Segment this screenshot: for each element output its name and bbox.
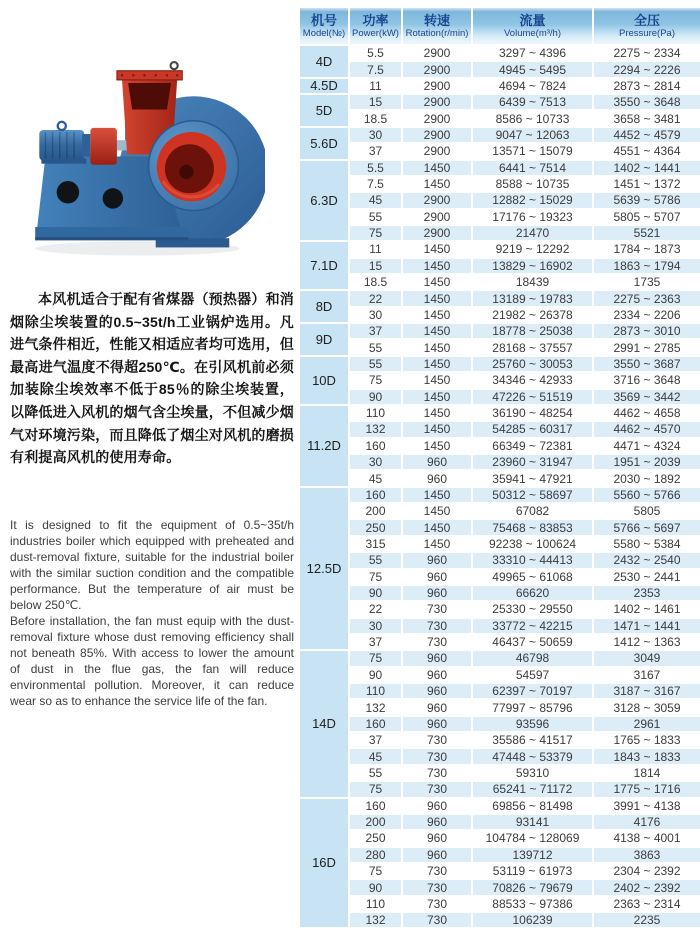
power-cell: 7.5 bbox=[350, 62, 401, 76]
power-cell: 132 bbox=[350, 422, 401, 436]
rotation-cell: 1450 bbox=[403, 422, 471, 436]
power-cell: 5.5 bbox=[350, 161, 401, 175]
power-cell: 37 bbox=[350, 324, 401, 338]
pressure-cell: 3167 bbox=[594, 668, 700, 682]
volume-cell: 35941 ~ 47921 bbox=[473, 471, 592, 485]
power-cell: 37 bbox=[350, 733, 401, 747]
volume-cell: 59310 bbox=[473, 766, 592, 780]
rotation-cell: 2900 bbox=[403, 226, 471, 240]
volume-cell: 13829 ~ 16902 bbox=[473, 259, 592, 273]
rotation-cell: 730 bbox=[403, 897, 471, 911]
pressure-cell: 1471 ~ 1441 bbox=[594, 619, 700, 633]
description-english-paragraph-1: It is designed to fit the equipment of 0.5~35t/h industries boiler which equipped with preheated and dust-removal fixture, suitable for the industrial boiler with the similar suction condition and the compatible performance. But the temperature of air must be below 250℃. bbox=[10, 518, 294, 612]
pressure-cell: 2873 ~ 2814 bbox=[594, 79, 700, 93]
volume-cell: 54597 bbox=[473, 668, 592, 682]
pressure-cell: 1814 bbox=[594, 766, 700, 780]
pressure-cell: 5805 ~ 5707 bbox=[594, 210, 700, 224]
power-cell: 132 bbox=[350, 700, 401, 714]
volume-cell: 139712 bbox=[473, 848, 592, 862]
rotation-cell: 730 bbox=[403, 733, 471, 747]
pressure-cell: 1863 ~ 1794 bbox=[594, 259, 700, 273]
model-cell: 6.3D bbox=[300, 161, 348, 241]
pressure-cell: 1402 ~ 1441 bbox=[594, 161, 700, 175]
pressure-cell: 1951 ~ 2039 bbox=[594, 455, 700, 469]
volume-cell: 66349 ~ 72381 bbox=[473, 439, 592, 453]
power-cell: 55 bbox=[350, 357, 401, 371]
rotation-cell: 1450 bbox=[403, 373, 471, 387]
power-cell: 37 bbox=[350, 144, 401, 158]
power-cell: 110 bbox=[350, 897, 401, 911]
pressure-cell: 1784 ~ 1873 bbox=[594, 242, 700, 256]
pressure-cell: 1843 ~ 1833 bbox=[594, 749, 700, 763]
power-cell: 160 bbox=[350, 717, 401, 731]
rotation-cell: 960 bbox=[403, 651, 471, 665]
rotation-cell: 960 bbox=[403, 586, 471, 600]
volume-cell: 93141 bbox=[473, 815, 592, 829]
pressure-cell: 3187 ~ 3167 bbox=[594, 684, 700, 698]
model-cell: 11.2D bbox=[300, 406, 348, 486]
rotation-cell: 1450 bbox=[403, 504, 471, 518]
model-cell: 4.5D bbox=[300, 79, 348, 93]
power-cell: 200 bbox=[350, 504, 401, 518]
rotation-cell: 1450 bbox=[403, 406, 471, 420]
rotation-cell: 2900 bbox=[403, 46, 471, 60]
power-cell: 18.5 bbox=[350, 111, 401, 125]
pressure-cell: 2275 ~ 2334 bbox=[594, 46, 700, 60]
header-label-cn: 功率 bbox=[362, 13, 389, 28]
pressure-cell: 1402 ~ 1461 bbox=[594, 602, 700, 616]
power-cell: 110 bbox=[350, 406, 401, 420]
volume-cell: 13189 ~ 19783 bbox=[473, 291, 592, 305]
rotation-cell: 960 bbox=[403, 848, 471, 862]
pressure-cell: 2991 ~ 2785 bbox=[594, 340, 700, 354]
volume-cell: 46798 bbox=[473, 651, 592, 665]
model-cell: 4D bbox=[300, 46, 348, 77]
volume-cell: 65241 ~ 71172 bbox=[473, 782, 592, 796]
power-cell: 30 bbox=[350, 308, 401, 322]
volume-cell: 77997 ~ 85796 bbox=[473, 700, 592, 714]
volume-cell: 21470 bbox=[473, 226, 592, 240]
power-cell: 55 bbox=[350, 340, 401, 354]
rotation-cell: 2900 bbox=[403, 128, 471, 142]
volume-cell: 70826 ~ 79679 bbox=[473, 880, 592, 894]
volume-cell: 53119 ~ 61973 bbox=[473, 864, 592, 878]
power-cell: 5.5 bbox=[350, 46, 401, 60]
power-cell: 250 bbox=[350, 520, 401, 534]
power-cell: 55 bbox=[350, 766, 401, 780]
header-label-en: Rotation(r/min) bbox=[405, 28, 469, 39]
rotation-cell: 730 bbox=[403, 880, 471, 894]
power-cell: 22 bbox=[350, 602, 401, 616]
pressure-cell: 5521 bbox=[594, 226, 700, 240]
volume-cell: 33310 ~ 44413 bbox=[473, 553, 592, 567]
pressure-cell: 1451 ~ 1372 bbox=[594, 177, 700, 191]
pressure-cell: 1775 ~ 1716 bbox=[594, 782, 700, 796]
model-cell: 9D bbox=[300, 324, 348, 355]
pressure-cell: 4452 ~ 4579 bbox=[594, 128, 700, 142]
pressure-cell: 2294 ~ 2226 bbox=[594, 62, 700, 76]
rotation-cell: 1450 bbox=[403, 259, 471, 273]
volume-cell: 104784 ~ 128069 bbox=[473, 831, 592, 845]
power-cell: 90 bbox=[350, 586, 401, 600]
pressure-cell: 2275 ~ 2363 bbox=[594, 291, 700, 305]
pressure-cell: 1765 ~ 1833 bbox=[594, 733, 700, 747]
power-cell: 75 bbox=[350, 226, 401, 240]
rotation-cell: 730 bbox=[403, 749, 471, 763]
pressure-cell: 2304 ~ 2392 bbox=[594, 864, 700, 878]
rotation-cell: 2900 bbox=[403, 95, 471, 109]
volume-cell: 12882 ~ 15029 bbox=[473, 193, 592, 207]
model-cell: 5D bbox=[300, 95, 348, 126]
volume-cell: 92238 ~ 100624 bbox=[473, 537, 592, 551]
power-cell: 90 bbox=[350, 880, 401, 894]
rotation-cell: 2900 bbox=[403, 111, 471, 125]
model-cell: 7.1D bbox=[300, 242, 348, 289]
table-header bbox=[300, 8, 700, 44]
rotation-cell: 1450 bbox=[403, 161, 471, 175]
power-cell: 15 bbox=[350, 259, 401, 273]
rotation-cell: 1450 bbox=[403, 520, 471, 534]
pressure-cell: 2334 ~ 2206 bbox=[594, 308, 700, 322]
rotation-cell: 960 bbox=[403, 455, 471, 469]
rotation-cell: 1450 bbox=[403, 340, 471, 354]
centrifugal-fan-illustration bbox=[25, 48, 265, 263]
model-cell: 12.5D bbox=[300, 488, 348, 650]
volume-cell: 62397 ~ 70197 bbox=[473, 684, 592, 698]
rotation-cell: 1450 bbox=[403, 537, 471, 551]
pressure-cell: 3128 ~ 3059 bbox=[594, 700, 700, 714]
power-cell: 315 bbox=[350, 537, 401, 551]
volume-cell: 36190 ~ 48254 bbox=[473, 406, 592, 420]
power-cell: 250 bbox=[350, 831, 401, 845]
pressure-cell: 4138 ~ 4001 bbox=[594, 831, 700, 845]
header-label-cn: 机号 bbox=[310, 13, 337, 28]
volume-cell: 75468 ~ 83853 bbox=[473, 520, 592, 534]
pressure-cell: 3991 ~ 4138 bbox=[594, 799, 700, 813]
power-cell: 22 bbox=[350, 291, 401, 305]
rotation-cell: 1450 bbox=[403, 308, 471, 322]
model-cell: 8D bbox=[300, 291, 348, 322]
header-label-en: Power(kW) bbox=[352, 28, 399, 39]
power-cell: 75 bbox=[350, 651, 401, 665]
model-cell: 14D bbox=[300, 651, 348, 796]
rotation-cell: 960 bbox=[403, 799, 471, 813]
volume-cell: 34346 ~ 42933 bbox=[473, 373, 592, 387]
header-label-en: Pressure(Pa) bbox=[619, 28, 675, 39]
volume-cell: 28168 ~ 37557 bbox=[473, 340, 592, 354]
power-cell: 90 bbox=[350, 390, 401, 404]
volume-cell: 67082 bbox=[473, 504, 592, 518]
header-cell-4 bbox=[594, 8, 700, 44]
power-cell: 30 bbox=[350, 619, 401, 633]
power-cell: 45 bbox=[350, 193, 401, 207]
pressure-cell: 2961 bbox=[594, 717, 700, 731]
power-cell: 11 bbox=[350, 79, 401, 93]
power-cell: 280 bbox=[350, 848, 401, 862]
pressure-cell: 4471 ~ 4324 bbox=[594, 439, 700, 453]
pressure-cell: 4176 bbox=[594, 815, 700, 829]
pressure-cell: 4462 ~ 4570 bbox=[594, 422, 700, 436]
model-cell: 16D bbox=[300, 799, 348, 928]
power-cell: 200 bbox=[350, 815, 401, 829]
volume-cell: 93596 bbox=[473, 717, 592, 731]
power-cell: 110 bbox=[350, 684, 401, 698]
volume-cell: 9047 ~ 12063 bbox=[473, 128, 592, 142]
volume-cell: 17176 ~ 19323 bbox=[473, 210, 592, 224]
rotation-cell: 960 bbox=[403, 831, 471, 845]
rotation-cell: 960 bbox=[403, 717, 471, 731]
rotation-cell: 960 bbox=[403, 684, 471, 698]
volume-cell: 3297 ~ 4396 bbox=[473, 46, 592, 60]
volume-cell: 23960 ~ 31947 bbox=[473, 455, 592, 469]
rotation-cell: 1450 bbox=[403, 390, 471, 404]
volume-cell: 50312 ~ 58697 bbox=[473, 488, 592, 502]
volume-cell: 18439 bbox=[473, 275, 592, 289]
rotation-cell: 1450 bbox=[403, 275, 471, 289]
rotation-cell: 730 bbox=[403, 635, 471, 649]
header-cell-3 bbox=[473, 8, 592, 44]
pressure-cell: 3550 ~ 3648 bbox=[594, 95, 700, 109]
rotation-cell: 730 bbox=[403, 782, 471, 796]
pressure-cell: 5560 ~ 5766 bbox=[594, 488, 700, 502]
power-cell: 11 bbox=[350, 242, 401, 256]
volume-cell: 66620 bbox=[473, 586, 592, 600]
rotation-cell: 1450 bbox=[403, 291, 471, 305]
volume-cell: 6441 ~ 7514 bbox=[473, 161, 592, 175]
rotation-cell: 960 bbox=[403, 668, 471, 682]
pressure-cell: 1735 bbox=[594, 275, 700, 289]
pressure-cell: 3863 bbox=[594, 848, 700, 862]
volume-cell: 47448 ~ 53379 bbox=[473, 749, 592, 763]
power-cell: 90 bbox=[350, 668, 401, 682]
header-label-en: Volume(m³/h) bbox=[503, 28, 561, 39]
pressure-cell: 2873 ~ 3010 bbox=[594, 324, 700, 338]
power-cell: 30 bbox=[350, 128, 401, 142]
volume-cell: 25760 ~ 30053 bbox=[473, 357, 592, 371]
power-cell: 75 bbox=[350, 782, 401, 796]
description-english-paragraph-2: Before installation, the fan must equip with the dust-removal fixture whose dust removing efficiency shall not beneath 85%. With access to lower the amount of dust in the flue gas, the fan will reduce environmental pollution. Moreover, it can reduce wear so as to enhance the service life of the fan. bbox=[10, 614, 294, 708]
volume-cell: 88533 ~ 97386 bbox=[473, 897, 592, 911]
model-cell: 5.6D bbox=[300, 128, 348, 159]
power-cell: 18.5 bbox=[350, 275, 401, 289]
volume-cell: 46437 ~ 50659 bbox=[473, 635, 592, 649]
header-cell-0 bbox=[300, 8, 348, 44]
rotation-cell: 730 bbox=[403, 913, 471, 927]
rotation-cell: 960 bbox=[403, 471, 471, 485]
rotation-cell: 1450 bbox=[403, 242, 471, 256]
pressure-cell: 2530 ~ 2441 bbox=[594, 570, 700, 584]
power-cell: 160 bbox=[350, 488, 401, 502]
rotation-cell: 1450 bbox=[403, 488, 471, 502]
volume-cell: 4945 ~ 5495 bbox=[473, 62, 592, 76]
rotation-cell: 960 bbox=[403, 815, 471, 829]
power-cell: 30 bbox=[350, 455, 401, 469]
pressure-cell: 2363 ~ 2314 bbox=[594, 897, 700, 911]
pressure-cell: 2353 bbox=[594, 586, 700, 600]
header-label-cn: 转速 bbox=[423, 13, 450, 28]
spec-table bbox=[300, 8, 700, 927]
volume-cell: 25330 ~ 29550 bbox=[473, 602, 592, 616]
volume-cell: 6439 ~ 7513 bbox=[473, 95, 592, 109]
fan-product-photo bbox=[25, 48, 265, 263]
volume-cell: 13571 ~ 15079 bbox=[473, 144, 592, 158]
pressure-cell: 3550 ~ 3687 bbox=[594, 357, 700, 371]
pressure-cell: 3658 ~ 3481 bbox=[594, 111, 700, 125]
table-body bbox=[300, 46, 700, 927]
description-chinese: 本风机适合于配有省煤器（预热器）和消烟除尘埃装置的0.5~35t/h工业锅炉选用。凡进气条件相近，性能又相适应者均可选用，但最高进气温度不得超250℃。在引风机前必须加装除尘埃效率不低于85％的除尘埃装置，以降低进入风机的烟气含尘埃量，不但减少烟气对环境污染，而且降低了烟尘对风机的磨损有利提高风机的使用寿命。 bbox=[10, 291, 294, 466]
pressure-cell: 3716 ~ 3648 bbox=[594, 373, 700, 387]
pressure-cell: 3049 bbox=[594, 651, 700, 665]
power-cell: 132 bbox=[350, 913, 401, 927]
volume-cell: 4694 ~ 7824 bbox=[473, 79, 592, 93]
volume-cell: 9219 ~ 12292 bbox=[473, 242, 592, 256]
model-cell: 10D bbox=[300, 357, 348, 404]
pressure-cell: 1412 ~ 1363 bbox=[594, 635, 700, 649]
rotation-cell: 1450 bbox=[403, 439, 471, 453]
power-cell: 55 bbox=[350, 210, 401, 224]
rotation-cell: 2900 bbox=[403, 193, 471, 207]
rotation-cell: 960 bbox=[403, 553, 471, 567]
pressure-cell: 4551 ~ 4364 bbox=[594, 144, 700, 158]
header-cell-1 bbox=[350, 8, 401, 44]
volume-cell: 54285 ~ 60317 bbox=[473, 422, 592, 436]
pressure-cell: 5805 bbox=[594, 504, 700, 518]
rotation-cell: 1450 bbox=[403, 177, 471, 191]
rotation-cell: 2900 bbox=[403, 144, 471, 158]
pressure-cell: 5580 ~ 5384 bbox=[594, 537, 700, 551]
power-cell: 75 bbox=[350, 570, 401, 584]
description-english bbox=[10, 517, 294, 709]
rotation-cell: 2900 bbox=[403, 79, 471, 93]
pressure-cell: 2235 bbox=[594, 913, 700, 927]
power-cell: 37 bbox=[350, 635, 401, 649]
rotation-cell: 1450 bbox=[403, 324, 471, 338]
power-cell: 75 bbox=[350, 373, 401, 387]
pressure-cell: 5766 ~ 5697 bbox=[594, 520, 700, 534]
rotation-cell: 730 bbox=[403, 766, 471, 780]
rotation-cell: 730 bbox=[403, 602, 471, 616]
power-cell: 160 bbox=[350, 439, 401, 453]
volume-cell: 8588 ~ 10735 bbox=[473, 177, 592, 191]
rotation-cell: 1450 bbox=[403, 357, 471, 371]
volume-cell: 18778 ~ 25038 bbox=[473, 324, 592, 338]
pressure-cell: 2030 ~ 1892 bbox=[594, 471, 700, 485]
volume-cell: 49965 ~ 61068 bbox=[473, 570, 592, 584]
rotation-cell: 2900 bbox=[403, 210, 471, 224]
volume-cell: 47226 ~ 51519 bbox=[473, 390, 592, 404]
pressure-cell: 2432 ~ 2540 bbox=[594, 553, 700, 567]
pressure-cell: 4462 ~ 4658 bbox=[594, 406, 700, 420]
volume-cell: 33772 ~ 42215 bbox=[473, 619, 592, 633]
pressure-cell: 2402 ~ 2392 bbox=[594, 880, 700, 894]
pressure-cell: 3569 ~ 3442 bbox=[594, 390, 700, 404]
power-cell: 75 bbox=[350, 864, 401, 878]
power-cell: 7.5 bbox=[350, 177, 401, 191]
power-cell: 160 bbox=[350, 799, 401, 813]
power-cell: 55 bbox=[350, 553, 401, 567]
rotation-cell: 730 bbox=[403, 619, 471, 633]
rotation-cell: 960 bbox=[403, 700, 471, 714]
header-cell-2 bbox=[403, 8, 471, 44]
power-cell: 15 bbox=[350, 95, 401, 109]
header-label-cn: 流量 bbox=[519, 13, 546, 28]
volume-cell: 106239 bbox=[473, 913, 592, 927]
power-cell: 45 bbox=[350, 749, 401, 763]
rotation-cell: 960 bbox=[403, 570, 471, 584]
header-label-cn: 全压 bbox=[633, 13, 660, 28]
rotation-cell: 730 bbox=[403, 864, 471, 878]
power-cell: 45 bbox=[350, 471, 401, 485]
volume-cell: 8586 ~ 10733 bbox=[473, 111, 592, 125]
header-label-en: Model(№) bbox=[302, 28, 346, 39]
rotation-cell: 2900 bbox=[403, 62, 471, 76]
volume-cell: 21982 ~ 26378 bbox=[473, 308, 592, 322]
volume-cell: 35586 ~ 41517 bbox=[473, 733, 592, 747]
pressure-cell: 5639 ~ 5786 bbox=[594, 193, 700, 207]
volume-cell: 69856 ~ 81498 bbox=[473, 799, 592, 813]
